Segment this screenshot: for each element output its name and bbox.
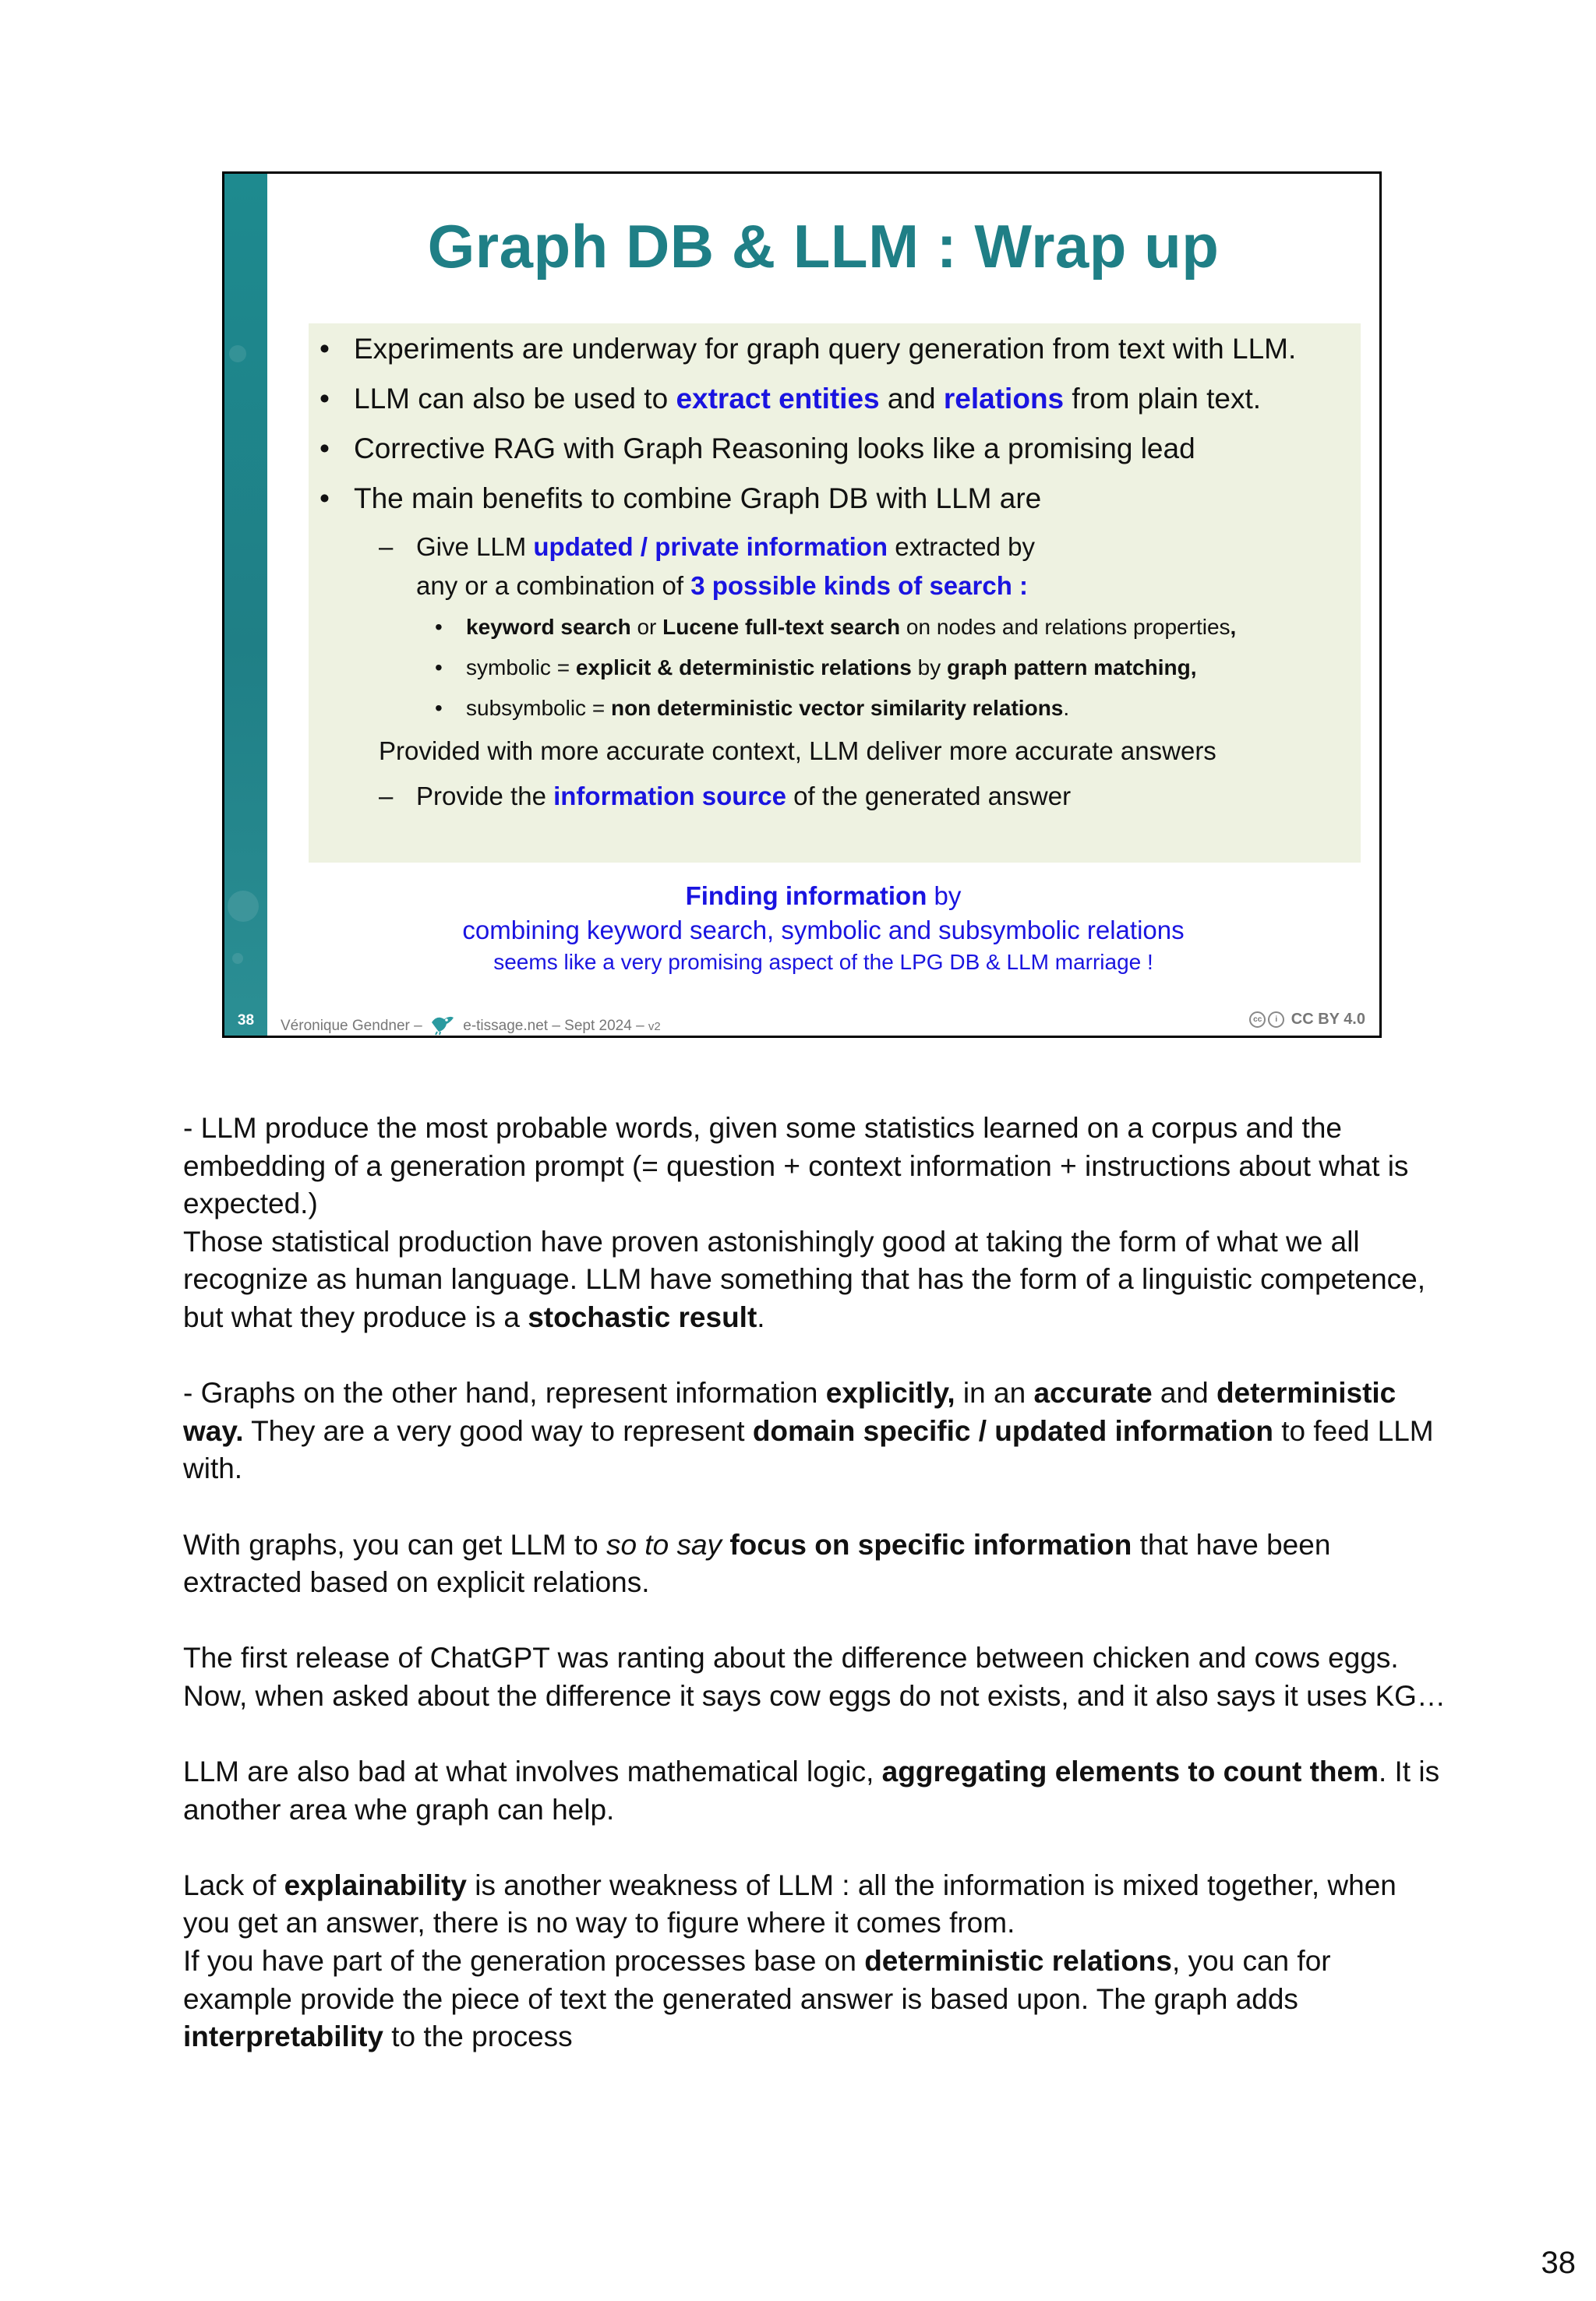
note-text: in an (955, 1377, 1034, 1410)
bullet-marker: • (320, 482, 330, 514)
bullet-text: . (1063, 696, 1070, 720)
note-text: They are a very good way to represent (243, 1414, 753, 1447)
bullet-text: Provided with more accurate context, LLM deliver more accurate answers (379, 736, 1216, 765)
bullet-marker: • (320, 432, 330, 464)
bold-text: deterministic relations (864, 1945, 1172, 1978)
bullet-text: any or a combination of (416, 571, 691, 600)
bullet-marker: • (320, 383, 330, 415)
third-bullet-symbolic (435, 655, 1197, 680)
third-bullet-keyword (435, 615, 1237, 640)
note-text: Those statistical production have proven astonishingly good at taking the form of what we all recognize as human language. LLM have something that has the form of a linguistic competence, but what they produce is a (183, 1225, 1425, 1333)
bold-text: graph pattern matching, (947, 655, 1197, 679)
bold-text: non deterministic vector similarity relations (610, 696, 1064, 720)
bullet-text: from plain text. (1064, 383, 1262, 415)
bullet-extract (320, 383, 1262, 415)
by-icon: i (1268, 1011, 1284, 1028)
cc-icon: cc (1249, 1011, 1266, 1028)
sub-bullet-info-source (379, 782, 1072, 811)
note-text: . (757, 1300, 765, 1333)
highlight-text: relations (943, 383, 1065, 415)
note-paragraph-4b: Now, when asked about the difference it says cow eggs do not exists, and it also says it uses KG… (183, 1679, 1446, 1712)
highlight-text: information source (553, 782, 786, 810)
bullet-text: The main benefits to combine Graph DB with LLM are (354, 482, 1042, 514)
note-text (722, 1529, 729, 1561)
note-text: that have been extracted based on explicit relations. (183, 1528, 1331, 1599)
note-paragraph-3 (183, 1526, 1446, 1602)
bird-logo-icon (429, 1012, 456, 1038)
bullet-marker: • (320, 333, 330, 365)
note-paragraph-4a: The first release of ChatGPT was ranting about the difference between chicken and cows eggs. (183, 1642, 1399, 1675)
slide (222, 171, 1382, 1038)
bullet-text: Give LLM (416, 532, 534, 561)
bold-text: explicitly, (825, 1377, 955, 1410)
bullet-experiments (320, 333, 1297, 365)
note-paragraph-6b (183, 1943, 1446, 2056)
bullet-main-benefits (320, 482, 1042, 515)
dash-marker: – (379, 782, 394, 810)
highlight-text: updated / private information (533, 532, 888, 561)
note-paragraph-1a: - LLM produce the most probable words, given some statistics learned on a corpus and the embedding of a generation prompt (= question + context information + instructions about what is expected.) (183, 1112, 1409, 1220)
footer-author: Véronique Gendner – (281, 1018, 422, 1035)
finding-line-3: seems like a very promising aspect of the LPG DB & LLM marriage ! (493, 950, 1153, 974)
bullet-text: subsymbolic = (466, 696, 611, 720)
finding-line-1 (267, 881, 1379, 911)
slide-content-box (309, 323, 1361, 863)
note-text: If you have part of the generation processes base on (183, 1945, 865, 1978)
note-text: is another weakness of LLM : all the information is mixed together, when you get an answer, there is no way to figure where it comes from. (183, 1869, 1396, 1939)
bold-text: aggregating elements to count them (881, 1756, 1379, 1788)
bullet-text: by (911, 655, 947, 679)
bullet-text: or (630, 615, 663, 639)
bold-text: , (1230, 615, 1237, 639)
note-text: - Graphs on the other hand, represent information (183, 1377, 826, 1410)
license-text: CC BY 4.0 (1291, 1011, 1365, 1028)
bullet-text: extracted by (888, 532, 1036, 561)
bullet-text: symbolic = (466, 655, 576, 679)
bold-text: stochastic result (528, 1300, 757, 1333)
finding-line-2: combining keyword search, symbolic and subsymbolic relations (462, 916, 1185, 944)
bold-text: Lucene full-text search (662, 615, 901, 639)
note-text: . It is another area whe graph can help. (183, 1756, 1440, 1826)
provided-line (379, 736, 1216, 766)
note-paragraph-6a (183, 1867, 1446, 1943)
bullet-text: on nodes and relations properties (900, 615, 1231, 639)
highlight-text: extract entities (676, 383, 880, 415)
footer-version: v2 (648, 1020, 661, 1034)
slide-title: Graph DB & LLM : Wrap up (427, 212, 1220, 281)
bullet-corrective-rag (320, 432, 1195, 465)
speaker-notes (183, 1110, 1446, 2056)
bullet-text: and (879, 383, 944, 415)
bullet-text: Experiments are underway for graph query generation from text with LLM. (354, 333, 1297, 365)
bold-text: focus on specific information (729, 1528, 1132, 1561)
bold-text: accurate (1033, 1377, 1153, 1410)
note-text: LLM are also bad at what involves mathematical logic, (183, 1756, 882, 1788)
bullet-marker: • (435, 615, 443, 639)
footer-site: e-tissage.net – Sept 2024 – (463, 1018, 644, 1035)
note-paragraph-2 (183, 1375, 1446, 1488)
third-bullet-subsymbolic (435, 696, 1070, 721)
note-text: With graphs, you can get LLM to (183, 1528, 606, 1561)
slide-number: 38 (237, 1012, 255, 1029)
bold-text: interpretability (183, 2020, 383, 2053)
note-text: and (1152, 1377, 1216, 1410)
finding-text: by (927, 881, 962, 910)
bullet-text: Corrective RAG with Graph Reasoning looks like a promising lead (354, 432, 1195, 464)
license-badge (1249, 1011, 1365, 1029)
page-number: 38 (1541, 2246, 1576, 2280)
bold-text: domain specific / updated information (752, 1414, 1273, 1447)
bullet-marker: • (435, 696, 443, 720)
bold-text: explainability (284, 1869, 467, 1901)
bold-text: keyword search (466, 615, 631, 639)
bold-text: Finding information (685, 881, 927, 910)
note-text: , you can for example provide the piece of text the generated answer is based upon. The graph adds (183, 1945, 1331, 2015)
slide-footer (281, 1012, 661, 1038)
bullet-text: LLM can also be used to (354, 383, 676, 415)
italic-text: so to say (606, 1528, 722, 1561)
dash-marker: – (379, 532, 394, 561)
note-paragraph-5 (183, 1753, 1446, 1829)
note-text: to the process (383, 2020, 573, 2053)
note-text: Lack of (183, 1869, 284, 1901)
sub-bullet-give-llm (379, 532, 1036, 562)
bullet-marker: • (435, 655, 443, 679)
bullet-text: Provide the (416, 782, 554, 810)
bullet-text: of the generated answer (786, 782, 1072, 810)
bold-text: deterministic way. (183, 1377, 1396, 1447)
slide-side-band (224, 174, 267, 1036)
note-text: to feed LLM with. (183, 1414, 1434, 1485)
note-paragraph-1b (183, 1223, 1446, 1337)
sub-bullet-give-llm-line2 (416, 571, 1028, 601)
bold-text: explicit & deterministic relations (575, 655, 912, 679)
highlight-text: 3 possible kinds of search : (690, 571, 1029, 600)
